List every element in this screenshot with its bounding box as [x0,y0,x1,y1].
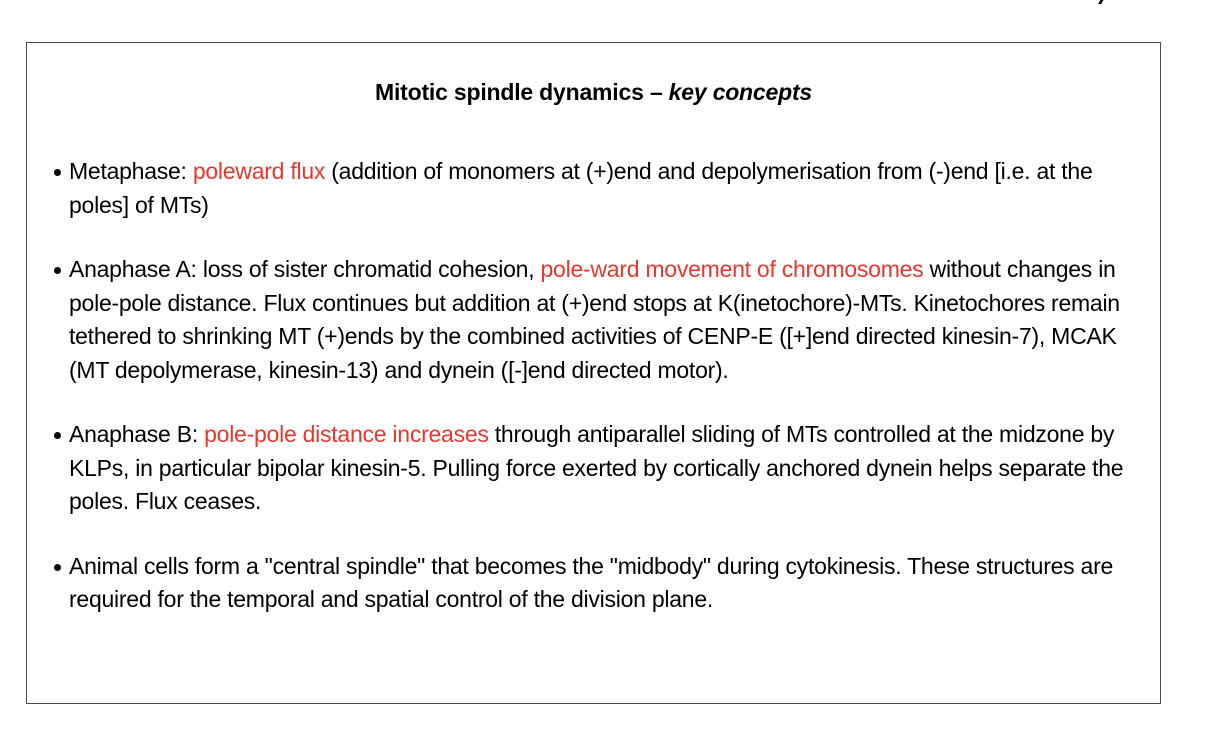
bullet-dot-icon [54,169,61,176]
slide-title-main: Mitotic spindle dynamics – [374,79,669,105]
bullet-list [51,155,1151,617]
bullet-dot-icon [54,432,61,439]
bullet-highlight: poleward flux [192,158,326,184]
bullet-metaphase [51,155,1151,222]
clipped-glyph [1098,0,1107,4]
bullet-anaphase-a [51,253,1151,387]
bullet-highlight: pole-pole distance increases [204,421,489,447]
clipped-header-text [1095,0,1232,6]
bullet-text: Anaphase B: [69,421,205,447]
bullet-dot-icon [54,564,61,571]
bullet-text-rest: without changes in pole-pole distance. Flux continues but addition at (+)end stops at K(inetochore)-MTs. Kinetochores remain tethered to shrinking MT (+)ends by the combined activities of CENP-E ([+]end directed kinesin-7), MCAK (MT depolymerase, kinesin-13) and dynein ([-]end directed motor). [69,256,1120,383]
bullet-central-spindle [51,550,1151,617]
bullet-dot-icon [54,267,61,274]
bullet-text-rest: through antiparallel sliding of MTs controlled at the midzone by KLPs, in particular bipolar kinesin-5. Pulling force exerted by cortically anchored dynein helps separate the poles. Flux ceases. [69,421,1124,514]
bullet-anaphase-b [51,418,1151,519]
bullet-text: Animal cells form a "central spindle" that becomes the "midbody" during cytokinesis. These structures are required for the temporal and spatial control of the division plane. [69,552,1114,612]
slide-title-italic: key concepts [668,79,812,105]
bullet-highlight: pole-ward movement of chromosomes [540,256,924,282]
bullet-text: Metaphase: [69,158,193,184]
bullet-text-rest: (addition of monomers at (+)end and depolymerisation from (-)end [i.e. at the poles] of MTs) [69,158,1093,218]
bullet-text: Anaphase A: loss of sister chromatid cohesion, [69,256,541,282]
slide-title [27,79,1160,106]
slide-content-box [26,42,1161,704]
